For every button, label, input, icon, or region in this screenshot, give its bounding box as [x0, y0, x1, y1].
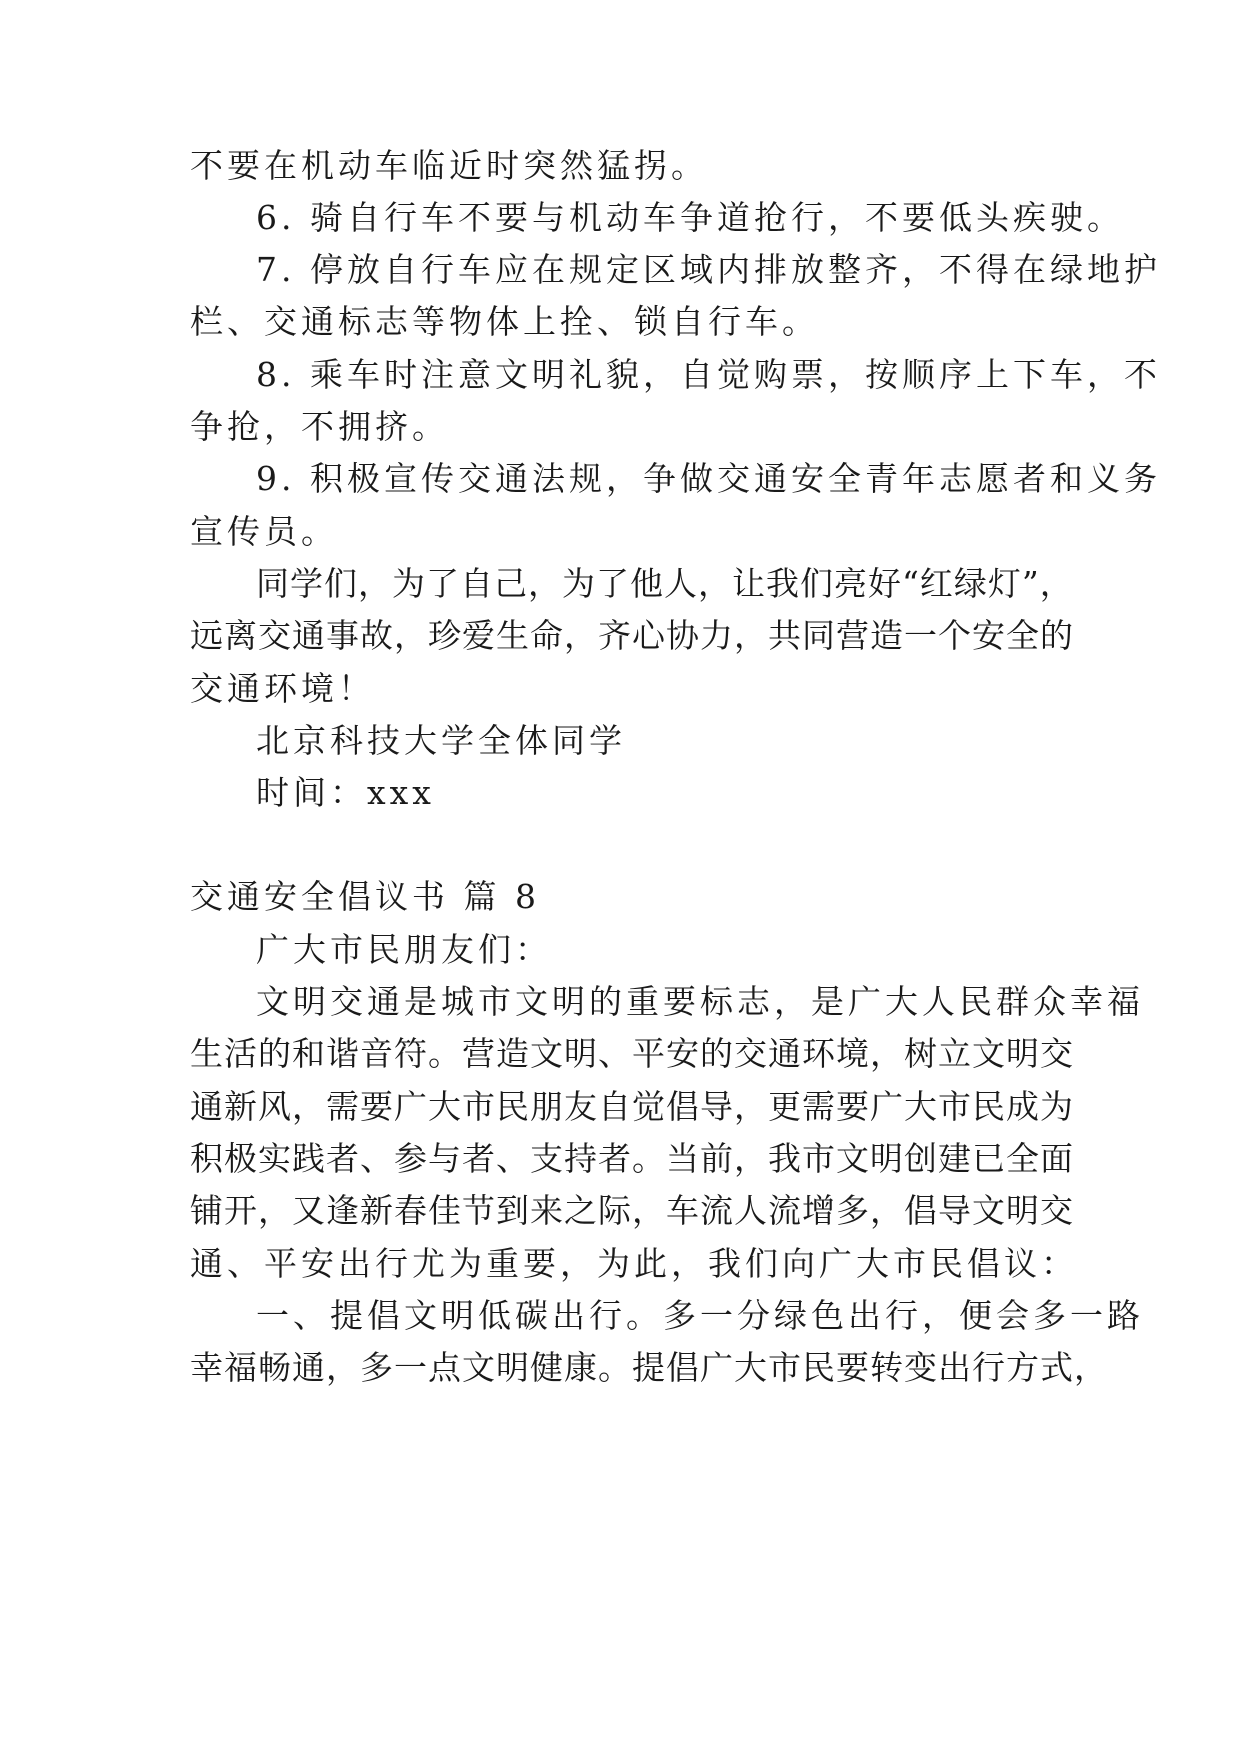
text-line: 交通环境！ [190, 669, 375, 708]
salutation-text: 广大市民朋友们： [256, 930, 552, 969]
text-line: 积极实践者、参与者、支持者。当前，我市文明创建已全面 [190, 1139, 1074, 1178]
text-line: 通新风，需要广大市民朋友自觉倡导，更需要广大市民成为 [190, 1087, 1074, 1126]
text-line: 不要在机动车临近时突然猛拐。 [190, 146, 708, 185]
text-line: 文明交通是城市文明的重要标志，是广大人民群众幸福 [256, 982, 1144, 1021]
text-line: 通、平安出行尤为重要，为此，我们向广大市民倡议： [190, 1244, 1078, 1283]
text-line: 8. 乘车时注意文明礼貌，自觉购票，按顺序上下车，不 [256, 355, 1161, 394]
text-line: 远离交通事故，珍爱生命，齐心协力，共同营造一个安全的 [190, 616, 1074, 655]
text-line: 6. 骑自行车不要与机动车争道抢行，不要低头疾驶。 [256, 198, 1124, 237]
text-line: 争抢，不拥挤。 [190, 407, 449, 446]
text-line: 一、提倡文明低碳出行。多一分绿色出行，便会多一路 [256, 1296, 1144, 1335]
date-text: 时间：xxx [256, 773, 435, 812]
section-heading: 交通安全倡议书 篇 8 [190, 877, 540, 916]
text-line: 生活的和谐音符。营造文明、平安的交通环境，树立文明交 [190, 1034, 1074, 1073]
text-line: 幸福畅通，多一点文明健康。提倡广大市民要转变出行方式， [190, 1348, 1108, 1387]
text-line: 铺开，又逢新春佳节到来之际，车流人流增多，倡导文明交 [190, 1191, 1074, 1230]
text-line: 7. 停放自行车应在规定区域内排放整齐，不得在绿地护 [256, 250, 1161, 289]
text-line: 栏、交通标志等物体上拴、锁自行车。 [190, 302, 819, 341]
text-line: 同学们，为了自己，为了他人，让我们亮好“红绿灯”， [256, 564, 1074, 603]
text-line: 9. 积极宣传交通法规，争做交通安全青年志愿者和义务 [256, 459, 1161, 498]
text-line: 宣传员。 [190, 512, 338, 551]
signature-text: 北京科技大学全体同学 [256, 721, 626, 760]
